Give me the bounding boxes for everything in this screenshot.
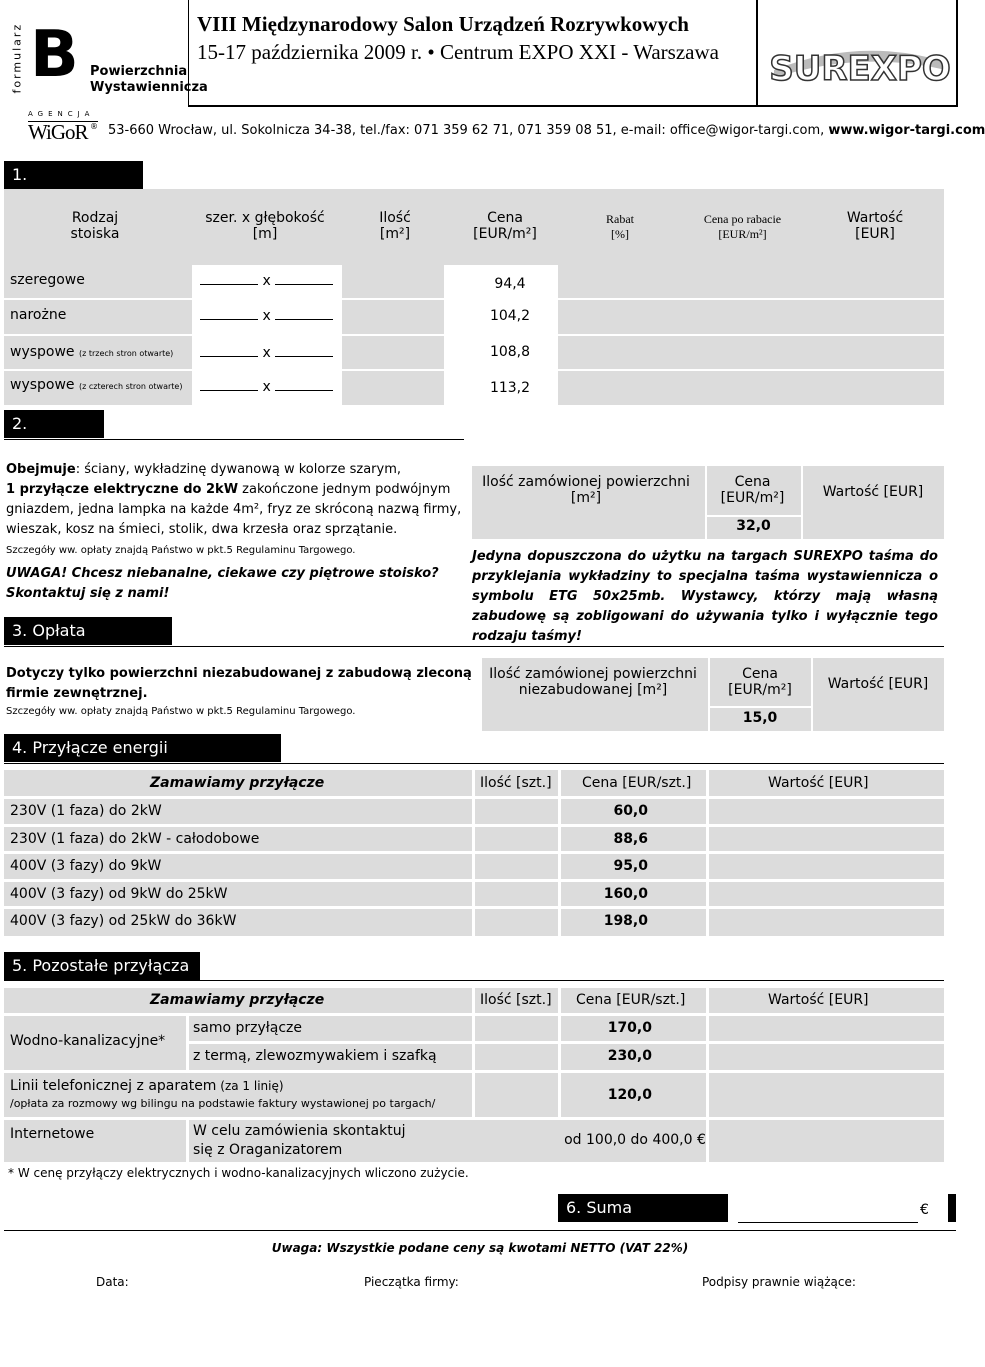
s5-col-order: Zamawiamy przyłącze bbox=[150, 992, 325, 1008]
form-name-line1: Powierzchnia bbox=[90, 64, 188, 79]
section3-title: 3. Opłata licencyjna bbox=[4, 617, 172, 645]
width-field[interactable] bbox=[200, 272, 258, 285]
tape-note: Jedyna dopuszczona do użytku na targach SUREXPO taśma do przyklejania wykładziny to specjalna taśma wystawiennicza o symbolu ETG 50x25mb. Wystawcy, którzy mają własną zabudowę są zobligowani do używania tylko i wyłącznie tego rodzaju taśmy! bbox=[472, 549, 938, 644]
col-discount-header: Rabat [%] bbox=[606, 212, 634, 241]
zab-price-header: Cena [EUR/m²] bbox=[720, 474, 785, 506]
date-label: Data: bbox=[96, 1275, 129, 1289]
s5-col-qty: Ilość [szt.] bbox=[480, 992, 552, 1008]
form-vertical-label: formularz bbox=[10, 22, 24, 94]
col-dimensions-header: szer. x głębokość [m] bbox=[205, 210, 325, 242]
details-note: Szczegóły ww. opłaty znajdą Państwo w pkt.5 Regulaminu Targowego. bbox=[6, 545, 356, 556]
surexpo-logo bbox=[770, 40, 950, 90]
svg-text:SUREXPO: SUREXPO bbox=[769, 49, 951, 89]
section2-title: 2. Zabudowa bbox=[4, 410, 104, 438]
internet-info: W celu zamówienia skontaktuj się z Oraganizatorem bbox=[193, 1123, 406, 1158]
event-title: VIII Międzynarodowy Salon Urządzeń Rozrywkowych bbox=[197, 12, 689, 36]
footnote: * W cenę przyłączy elektrycznych i wodno-kanalizacyjnych wliczono zużycie. bbox=[8, 1166, 469, 1180]
water-label: Wodno-kanalizacyjne* bbox=[10, 1033, 166, 1049]
depth-field[interactable] bbox=[275, 378, 333, 391]
section5-title: 5. Pozostałe przyłącza bbox=[4, 952, 200, 980]
depth-field[interactable] bbox=[275, 307, 333, 320]
width-field[interactable] bbox=[200, 378, 258, 391]
licence-details: Szczegóły ww. opłaty znajdą Państwo w pkt.5 Regulaminu Targowego. bbox=[6, 706, 356, 717]
s4-col-qty: Ilość [szt.] bbox=[480, 775, 552, 791]
phone-price: 120,0 bbox=[607, 1087, 652, 1103]
website-link[interactable]: www.wigor-targi.com bbox=[828, 123, 985, 138]
water-price-2: 230,0 bbox=[607, 1048, 652, 1064]
water-price-1: 170,0 bbox=[607, 1020, 652, 1036]
internet-label: Internetowe bbox=[10, 1126, 95, 1142]
includes-text: Obejmuje: ściany, wykładzinę dywanową w kolorze szarym, 1 przyłącze elektryczne do 2kW zakończone jednym podwójnym gniazdem, jedna lampka na każde 4m², fryz ze skróconą nazwą firmy, wieszak, kosz na śmieci, stolik, dwa krzesła oraz sprzątanie. bbox=[6, 462, 462, 537]
depth-field[interactable] bbox=[275, 344, 333, 357]
contact-info: 53-660 Wrocław, ul. Sokolnicza 34-38, tel./fax: 071 359 62 71, 071 359 08 51, e-mail: office@wigor-targi.com, www.wigor-targi.com bbox=[108, 123, 985, 138]
lic-price-header: Cena [EUR/m²] bbox=[728, 666, 792, 698]
form-letter: B bbox=[30, 18, 79, 92]
form-name-line2: Wystawiennicza bbox=[90, 80, 208, 95]
s5-col-price: Cena [EUR/szt.] bbox=[576, 992, 686, 1008]
width-field[interactable] bbox=[200, 307, 258, 320]
signature-label: Podpisy prawnie wiążące: bbox=[702, 1275, 856, 1289]
depth-field[interactable] bbox=[275, 272, 333, 285]
section4-title: 4. Przyłącze energii bbox=[4, 734, 281, 762]
col-value-header: Wartość [EUR] bbox=[846, 210, 904, 242]
sum-field[interactable]: € bbox=[730, 1194, 944, 1222]
s4-col-value: Wartość [EUR] bbox=[768, 775, 869, 791]
lic-value-header: Wartość [EUR] bbox=[827, 676, 929, 692]
section1-title: 1. bbox=[4, 161, 143, 189]
zab-qty-header: Ilość zamówionej powierzchni [m²] bbox=[482, 474, 690, 506]
water-option-2: z termą, zlewozmywakiem i szafką bbox=[193, 1048, 437, 1064]
width-field[interactable] bbox=[200, 344, 258, 357]
section6-title: 6. Suma formularza B bbox=[558, 1194, 728, 1222]
s4-col-price: Cena [EUR/szt.] bbox=[582, 775, 692, 791]
stamp-label: Pieczątka firmy: bbox=[364, 1275, 459, 1289]
col-quantity-header: Ilość [m²] bbox=[379, 210, 411, 242]
lic-qty-header: Ilość zamówionej powierzchni niezabudowanej [m²] bbox=[489, 666, 697, 698]
water-option-1: samo przyłącze bbox=[193, 1020, 303, 1036]
s5-col-value: Wartość [EUR] bbox=[768, 992, 869, 1008]
internet-price: od 100,0 do 400,0 € bbox=[564, 1132, 706, 1148]
event-subtitle: 15-17 października 2009 r. • Centrum EXPO XXI - Warszawa bbox=[197, 40, 719, 64]
licence-text: Dotyczy tylko powierzchni niezabudowanej z zabudową zleconą firmie zewnętrznej. bbox=[6, 666, 472, 701]
netto-note: Uwaga: Wszystkie podane ceny są kwotami NETTO (VAT 22%) bbox=[271, 1241, 689, 1255]
col-discounted-price-header: Cena po rabacie [EUR/m²] bbox=[703, 212, 782, 241]
zab-value-header: Wartość [EUR] bbox=[822, 484, 924, 500]
phone-subnote: /opłata za rozmowy wg bilingu na podstawie faktury wystawionej po targach/ bbox=[10, 1097, 436, 1110]
zab-price: 32,0 bbox=[736, 518, 771, 534]
col-price-header: Cena [EUR/m²] bbox=[473, 210, 537, 242]
wigor-logo: AGENCJA WiGoR ® bbox=[28, 110, 98, 144]
phone-label: Linii telefonicznej z aparatem (za 1 linię) bbox=[10, 1078, 284, 1094]
s4-col-order: Zamawiamy przyłącze bbox=[150, 775, 325, 791]
col-type-header: Rodzaj stoiska bbox=[70, 210, 120, 242]
warning-text: UWAGA! Chcesz niebanalne, ciekawe czy piętrowe stoisko? Skontaktuj się z nami! bbox=[6, 566, 439, 601]
lic-price: 15,0 bbox=[742, 710, 778, 726]
